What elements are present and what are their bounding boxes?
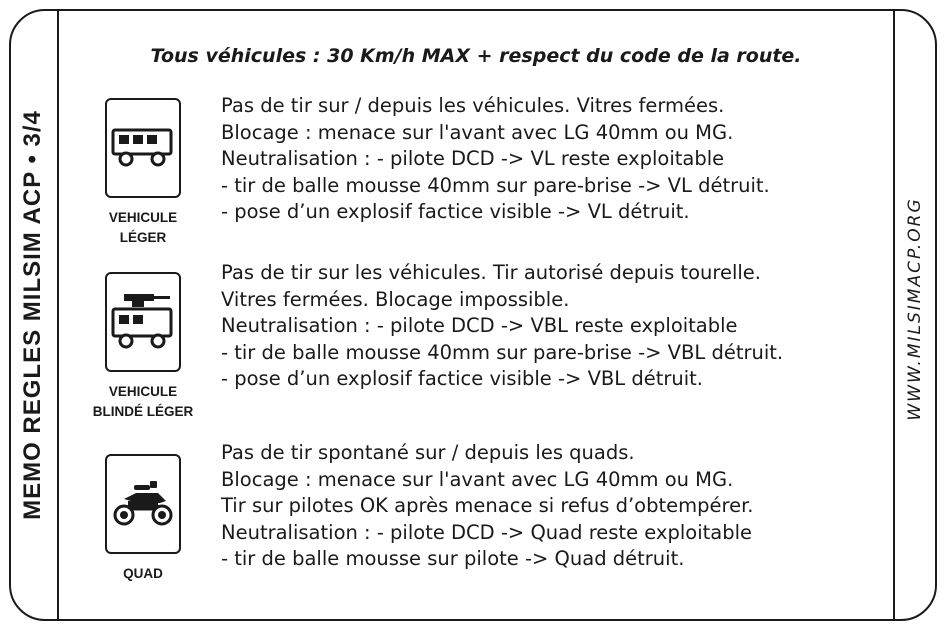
right-divider [893, 9, 895, 621]
armored-vehicle-rules: Pas de tir sur les véhicules. Tir autorisé depuis tourelle. Vitres fermées. Blocage impossible. Neutralisation : - pilote DCD -> VBL reste exploitable - tir de balle mousse 40mm sur pare-brise -> VBL détruit. - pose d’un explosif factice visible -> VBL détruit. [221, 261, 784, 390]
armored-vehicle-icon [105, 272, 181, 372]
light-vehicle-label: VEHICULE LÉGER [108, 210, 178, 245]
side-url: WWW.MILSIMACP.ORG [905, 197, 925, 421]
quad-label: QUAD [123, 566, 163, 581]
side-title: MEMO REGLES MILSIM ACP • 3/4 [19, 110, 46, 520]
light-vehicle-icon [105, 98, 181, 198]
left-divider [57, 9, 59, 621]
header-line: Tous véhicules : 30 Km/h MAX + respect du code de la route. [150, 45, 802, 67]
armored-vehicle-label: VEHICULE BLINDÉ LÉGER [92, 384, 194, 419]
quad-icon [105, 454, 181, 554]
quad-rules: Pas de tir spontané sur / depuis les quads. Blocage : menace sur l'avant avec LG 40mm ou MG. Tir sur pilotes OK après menace si refus d’obtempérer. Neutralisation : - pilote DCD -> Quad reste exploitable - tir de balle mousse sur pilote -> Quad détruit. [221, 441, 754, 570]
light-vehicle-rules: Pas de tir sur / depuis les véhicules. Vitres fermées. Blocage : menace sur l'avant avec LG 40mm ou MG. Neutralisation : - pilote DCD -> VL reste exploitable - tir de balle mousse 40mm sur pare-brise -> VL détruit. - pose d’un explosif factice visible -> VL détruit. [221, 94, 770, 223]
